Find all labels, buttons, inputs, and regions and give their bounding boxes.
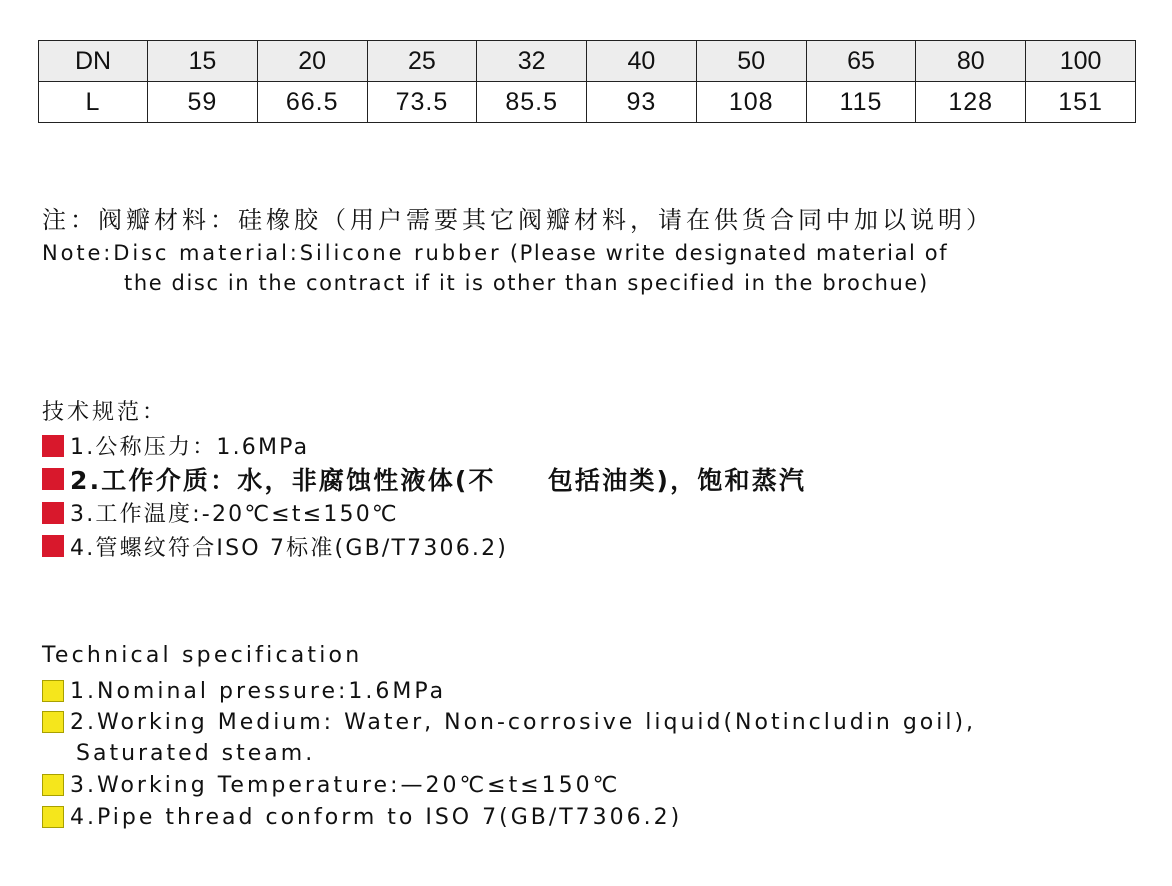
table-cell: 93 — [587, 82, 697, 123]
red-square-bullet-icon — [42, 535, 64, 557]
list-item — [42, 530, 806, 564]
table-cell: 40 — [587, 41, 697, 82]
table-cell: 100 — [1026, 41, 1136, 82]
list-item — [42, 429, 806, 463]
red-square-bullet-icon — [42, 435, 64, 457]
red-square-bullet-icon — [42, 468, 64, 490]
note-english — [42, 238, 948, 298]
list-item — [42, 463, 806, 497]
note-english-line2: the disc in the contract if it is other than specified in the brochue) — [124, 271, 929, 295]
list-item — [42, 707, 976, 769]
table-cell: 151 — [1026, 82, 1136, 123]
note-english-text: (Please write designated material of — [501, 241, 949, 265]
spec-en-item-text: 1.Nominal pressure:1.6MPa — [70, 678, 447, 704]
table-cell: 108 — [696, 82, 806, 123]
table-header-l: L — [39, 82, 148, 123]
table-row-dn — [39, 41, 1136, 82]
table-cell: 115 — [806, 82, 916, 123]
spec-en-item-text: 3.Working Temperature:—20℃≤t≤150℃ — [70, 772, 621, 798]
table-header-dn: DN — [39, 41, 148, 82]
yellow-square-bullet-icon — [42, 680, 64, 702]
yellow-square-bullet-icon — [42, 711, 64, 733]
table-row-l — [39, 82, 1136, 123]
spec-cn-title: 技术规范： — [42, 400, 168, 425]
table-cell: 66.5 — [257, 82, 367, 123]
spec-cn-item-text: 3.工作温度:-20℃≤t≤150℃ — [70, 502, 399, 528]
table-cell: 25 — [367, 41, 477, 82]
yellow-square-bullet-icon — [42, 774, 64, 796]
list-item — [42, 801, 976, 833]
spec-cn-item-text: 4.管螺纹符合ISO 7标准(GB/T7306.2) — [70, 535, 509, 561]
spec-en-list — [42, 675, 976, 833]
spec-cn-item-text: 1.公称压力：1.6MPa — [70, 435, 310, 461]
spec-en-item-line1: 2.Working Medium: Water, Non-corrosive liquid(Notincludin goil), — [70, 710, 977, 735]
table-cell: 50 — [696, 41, 806, 82]
spec-en-item-line2: Saturated steam. — [76, 741, 316, 766]
spec-cn-list — [42, 429, 806, 563]
spec-cn-item-text-cont: 包括油类)，饱和蒸汽 — [547, 466, 807, 496]
yellow-square-bullet-icon — [42, 806, 64, 828]
spec-en-item-text — [70, 707, 976, 769]
table-cell: 80 — [916, 41, 1026, 82]
spec-en-title: Technical specification — [42, 643, 363, 668]
table-cell: 15 — [148, 41, 258, 82]
table-cell: 128 — [916, 82, 1026, 123]
note-chinese: 注：阀瓣材料：硅橡胶（用户需要其它阀瓣材料，请在供货合同中加以说明） — [42, 206, 994, 234]
table-cell: 20 — [257, 41, 367, 82]
table-cell: 32 — [477, 41, 587, 82]
list-item — [42, 496, 806, 530]
table-cell: 65 — [806, 41, 916, 82]
spec-en-item-text: 4.Pipe thread conform to ISO 7(GB/T7306.2) — [70, 804, 683, 830]
table-cell: 85.5 — [477, 82, 587, 123]
table-cell: 73.5 — [367, 82, 477, 123]
note-english-label: Note:Disc material:Silicone rubber — [42, 241, 502, 265]
list-item — [42, 769, 976, 801]
red-square-bullet-icon — [42, 502, 64, 524]
spec-cn-item-text: 2.工作介质：水，非腐蚀性液体(不 — [70, 466, 496, 496]
table-cell: 59 — [148, 82, 258, 123]
list-item — [42, 675, 976, 707]
note-english-line1 — [42, 238, 948, 268]
dimension-table — [38, 40, 1136, 123]
